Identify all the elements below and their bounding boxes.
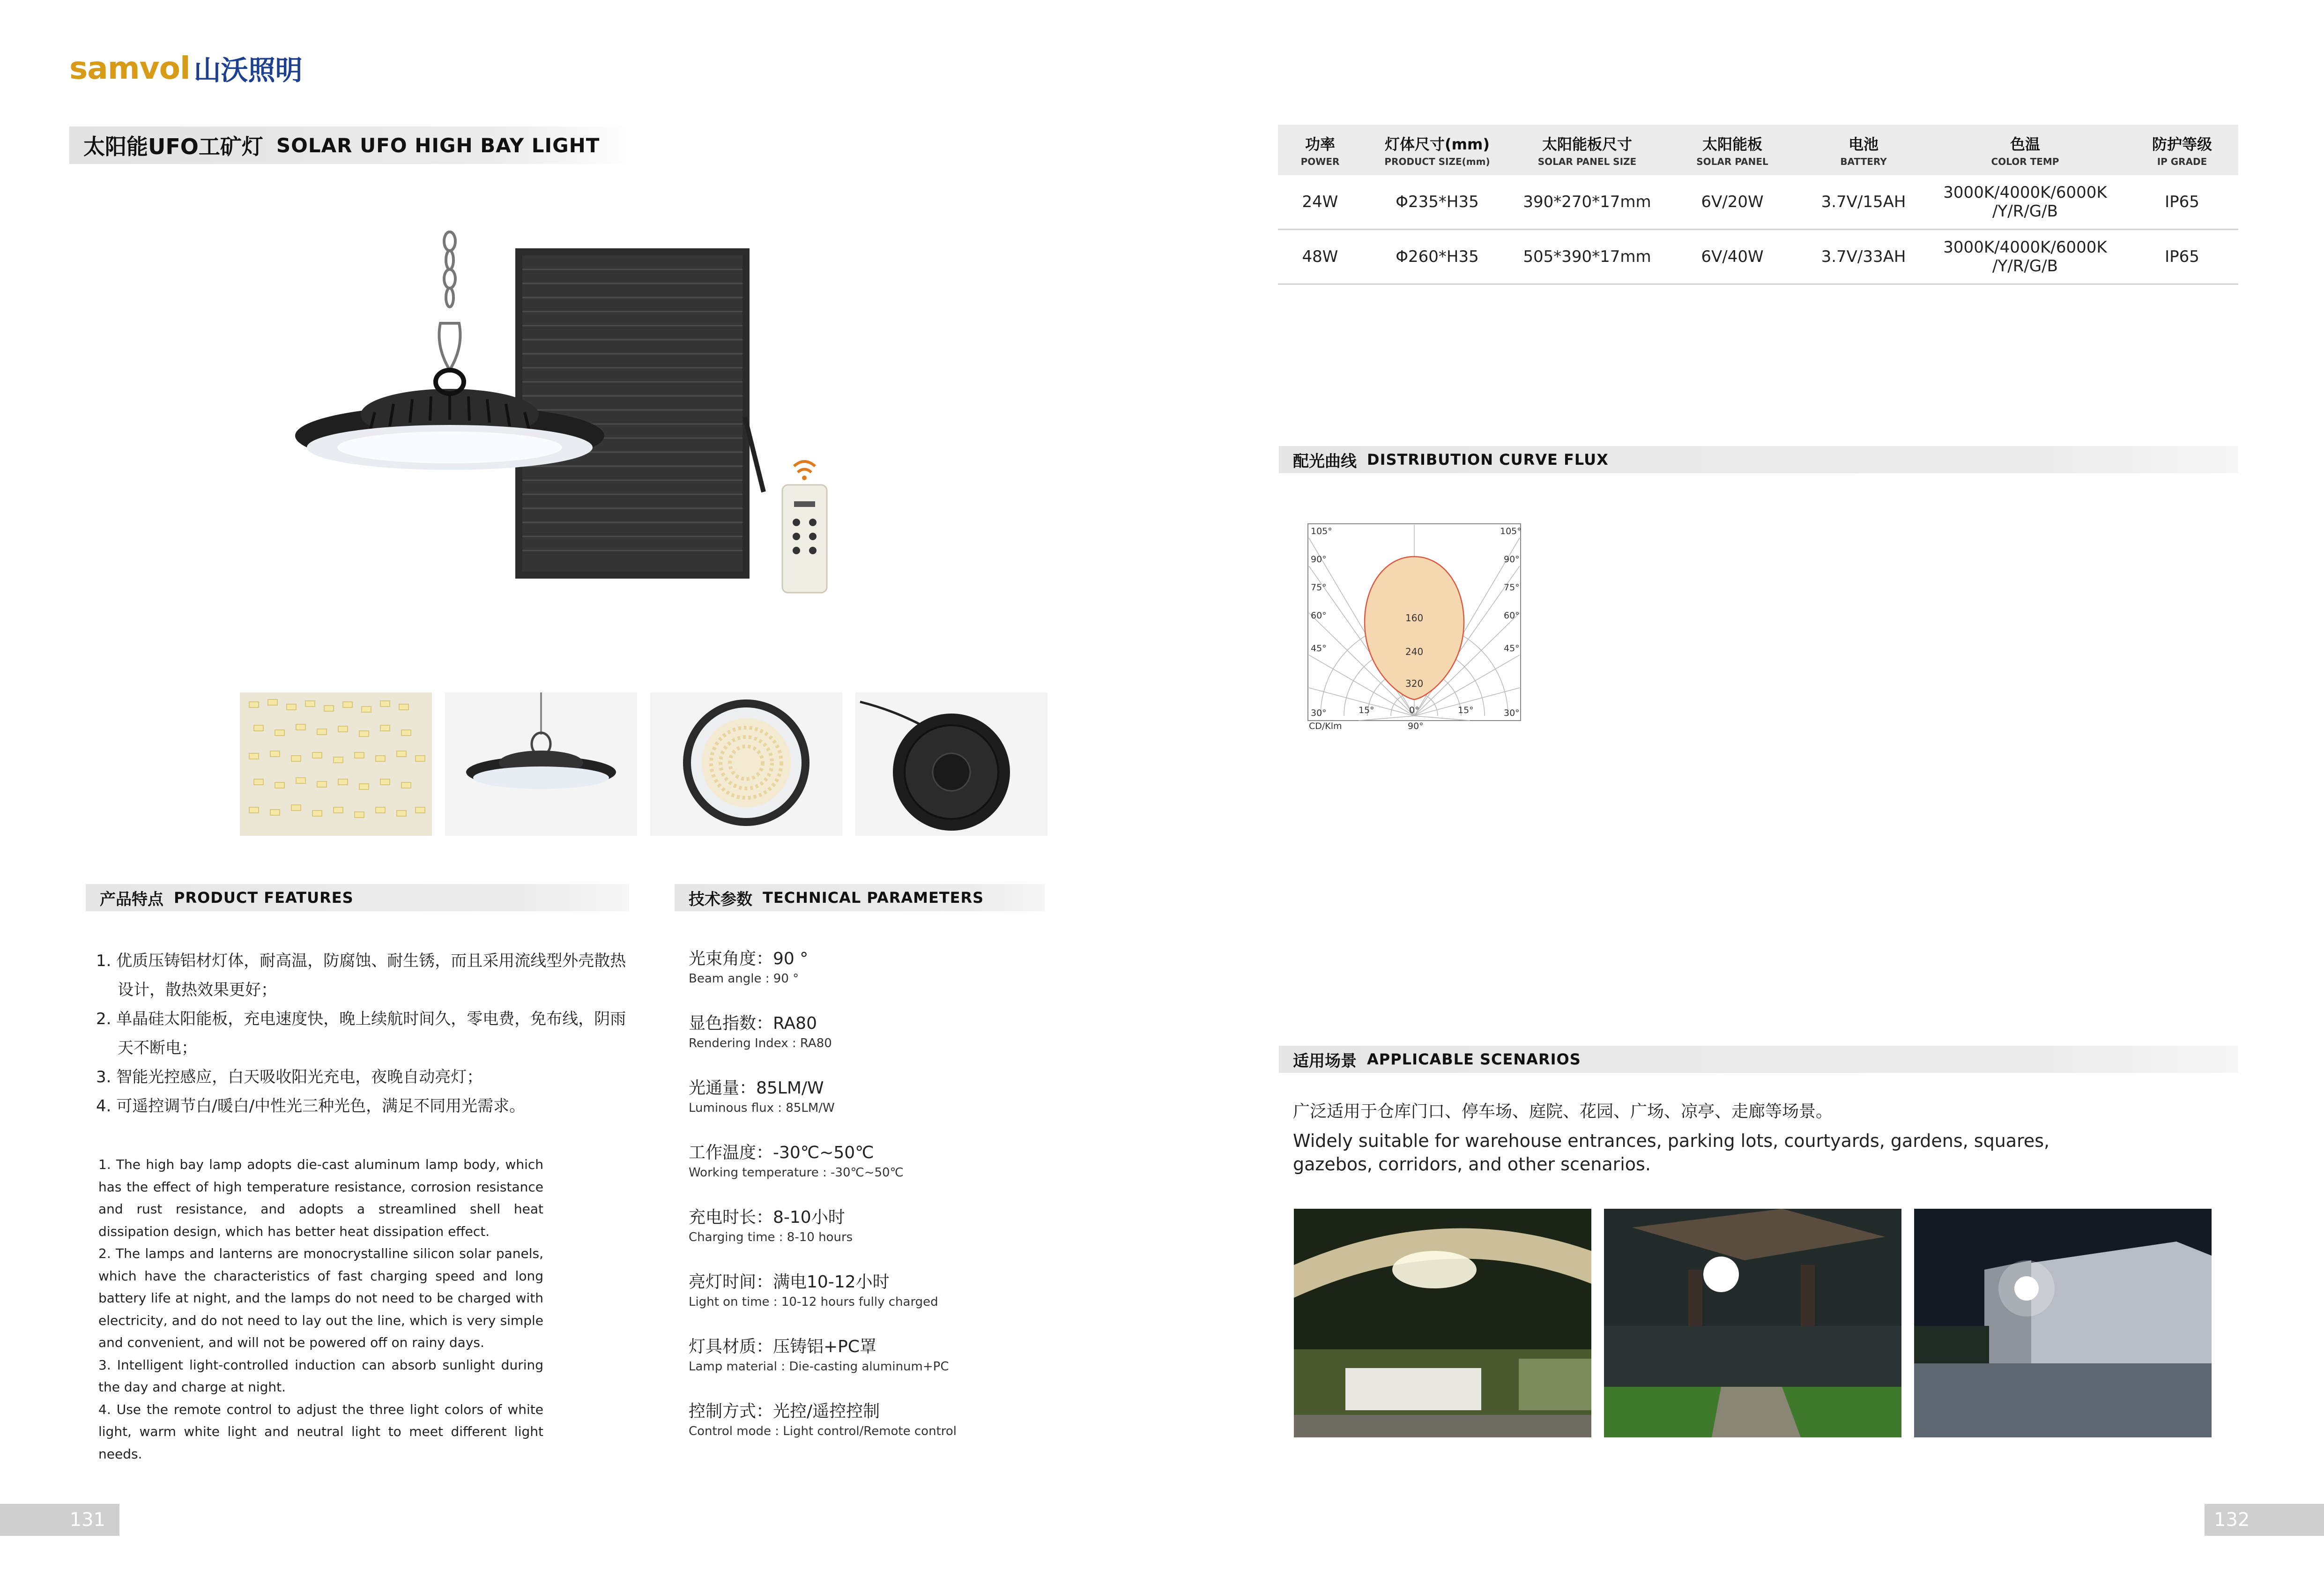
thumb-lamp-front — [650, 692, 842, 836]
table-cell: 390*270*17mm — [1512, 175, 1662, 230]
table-header-cell: 太阳能板尺寸 SOLAR PANEL SIZE — [1512, 125, 1662, 175]
table-header-cell: 太阳能板 SOLAR PANEL — [1662, 125, 1803, 175]
hero-product-image — [281, 230, 843, 604]
logo-latin: samvol — [69, 50, 190, 86]
param-luminous-flux — [689, 1077, 1017, 1116]
scenarios-text-en: Widely suitable for warehouse entrances, parking lots, courtyards, gardens, squares, gazebos, corridors, and other scenarios. — [1293, 1131, 2050, 1175]
angle-label-bottom: 15° — [1458, 705, 1474, 715]
scenario-photo-warehouse — [1914, 1209, 2212, 1437]
param-beam-angle — [689, 947, 1017, 987]
angle-label-right: 60° — [1504, 610, 1520, 621]
param-cn: 光通量：85LM/W — [689, 1079, 824, 1098]
table-cell: 48W — [1278, 230, 1362, 284]
scenarios-section-bar — [1279, 1046, 2238, 1073]
param-en: Beam angle : 90 ° — [689, 972, 799, 986]
param-lamp-material — [689, 1335, 1017, 1375]
page-number-right: 132 — [2205, 1504, 2324, 1536]
spec-table — [1278, 125, 2238, 285]
feature-en-item: 1. The high bay lamp adopts die-cast aluminum lamp body, which has the effect of high temperature resistance, corrosion resistance and rust resistance, and adopts a streamlined shell heat dissipation design, which has better heat dissipation effect. — [98, 1157, 543, 1239]
param-en: Light on time : 10-12 hours fully charged — [689, 1295, 938, 1309]
polar-unit: CD/Klm — [1309, 721, 1342, 731]
ring-label: 320 — [1405, 678, 1424, 689]
param-cn: 灯具材质：压铸铝+PC罩 — [689, 1337, 877, 1356]
ring-label: 160 — [1405, 612, 1424, 624]
table-header-cell: 电池 BATTERY — [1803, 125, 1924, 175]
param-cn: 控制方式：光控/遥控控制 — [689, 1402, 880, 1421]
scenarios-title-cn: 适用场景 — [1293, 1051, 1357, 1071]
thumb-lamp-side — [445, 692, 637, 836]
page-number-left: 131 — [0, 1504, 119, 1536]
feature-cn-item: 3. 智能光控感应，白天吸收阳光充电，夜晚自动亮灯； — [96, 1068, 483, 1086]
angle-label-right: 105° — [1500, 526, 1522, 536]
table-header-cell: 色温 COLOR TEMP — [1924, 125, 2126, 175]
table-cell: 3000K/4000K/6000K /Y/R/G/B — [1924, 175, 2126, 230]
table-header-row — [1278, 125, 2238, 175]
param-charging-time — [689, 1206, 1017, 1245]
table-cell: 24W — [1278, 175, 1362, 230]
param-light-on-time — [689, 1271, 1017, 1310]
polar-distribution-chart — [1302, 519, 1527, 735]
table-cell: 6V/20W — [1662, 175, 1803, 230]
distribution-title-cn: 配光曲线 — [1293, 452, 1357, 471]
table-cell: 3.7V/15AH — [1803, 175, 1924, 230]
angle-label-right: 90° — [1504, 554, 1520, 565]
angle-label-right: 30° — [1504, 708, 1520, 718]
ring-label: 240 — [1405, 646, 1424, 657]
table-cell: Φ260*H35 — [1362, 230, 1512, 284]
scenario-photo-garden — [1294, 1209, 1591, 1437]
product-title-en: SOLAR UFO HIGH BAY LIGHT — [276, 134, 600, 157]
brand-logo — [69, 47, 303, 89]
table-header-cell: 灯体尺寸(mm) PRODUCT SIZE(mm) — [1362, 125, 1512, 175]
logo-cn: 山沃照明 — [193, 54, 303, 86]
table-cell: Φ235*H35 — [1362, 175, 1512, 230]
polar-bottom-center: 90° — [1408, 721, 1424, 731]
param-en: Rendering Index : RA80 — [689, 1036, 832, 1050]
param-control-mode — [689, 1400, 1017, 1439]
feature-en-item: 4. Use the remote control to adjust the three light colors of white light, warm white light and neutral light to meet different light needs. — [98, 1401, 543, 1462]
angle-label-bottom: 15° — [1359, 705, 1374, 715]
tech-title-en: TECHNICAL PARAMETERS — [763, 889, 984, 907]
param-working-temperature — [689, 1141, 1017, 1181]
param-en: Working temperature : -30℃~50℃ — [689, 1166, 904, 1180]
scenarios-text-cn: 广泛适用于仓库门口、停车场、庭院、花园、广场、凉亭、走廊等场景。 — [1293, 1102, 1833, 1121]
table-cell: IP65 — [2126, 230, 2238, 284]
angle-label-left: 30° — [1311, 708, 1327, 718]
table-cell: 3000K/4000K/6000K /Y/R/G/B — [1924, 230, 2126, 284]
features-title-cn: 产品特点 — [100, 890, 163, 909]
angle-label-left: 60° — [1311, 610, 1327, 621]
distribution-section-bar — [1279, 446, 2238, 473]
table-cell: 6V/40W — [1662, 230, 1803, 284]
angle-label-left: 105° — [1311, 526, 1332, 536]
angle-label-right: 75° — [1504, 582, 1520, 593]
param-en: Lamp material : Die-casting aluminum+PC — [689, 1360, 949, 1374]
feature-en-item: 3. Intelligent light-controlled induction can absorb sunlight during the day and charge at night. — [98, 1357, 543, 1395]
table-cell: 3.7V/33AH — [1803, 230, 1924, 284]
angle-label-left: 90° — [1311, 554, 1327, 565]
param-en: Charging time : 8-10 hours — [689, 1230, 853, 1244]
features-en-list — [98, 1153, 543, 1465]
table-row — [1278, 230, 2238, 284]
angle-label-bottom: 0° — [1409, 705, 1419, 715]
param-cn: 亮灯时间：满电10-12小时 — [689, 1272, 890, 1292]
angle-label-left: 45° — [1311, 643, 1327, 654]
features-title-en: PRODUCT FEATURES — [174, 889, 354, 907]
thumb-lamp-back — [855, 692, 1047, 836]
thumb-led-chips — [240, 692, 432, 836]
table-row — [1278, 175, 2238, 230]
param-en: Luminous flux : 85LM/W — [689, 1101, 835, 1115]
param-cn: 工作温度：-30℃~50℃ — [689, 1143, 874, 1162]
param-en: Control mode : Light control/Remote control — [689, 1424, 957, 1438]
feature-cn-item: 1. 优质压铸铝材灯体，耐高温，防腐蚀、耐生锈，而且采用流线型外壳散热设计，散热效果更好； — [96, 952, 626, 999]
feature-cn-item: 2. 单晶硅太阳能板，充电速度快，晚上续航时间久，零电费，免布线，阴雨天不断电； — [96, 1010, 626, 1057]
param-cn: 光束角度：90 ° — [689, 949, 809, 968]
param-cn: 充电时长：8-10小时 — [689, 1208, 845, 1227]
table-cell: IP65 — [2126, 175, 2238, 230]
param-cn: 显色指数：RA80 — [689, 1014, 817, 1033]
angle-label-left: 75° — [1311, 582, 1327, 593]
param-rendering-index — [689, 1012, 1017, 1051]
scenarios-title-en: APPLICABLE SCENARIOS — [1367, 1050, 1581, 1068]
tech-section-bar — [675, 884, 1045, 911]
remote-control — [782, 461, 827, 593]
distribution-title-en: DISTRIBUTION CURVE FLUX — [1367, 451, 1609, 469]
product-title-cn: 太阳能UFO工矿灯 — [83, 134, 263, 159]
table-header-cell: 功率 POWER — [1278, 125, 1362, 175]
table-cell: 505*390*17mm — [1512, 230, 1662, 284]
feature-en-item: 2. The lamps and lanterns are monocrystalline silicon solar panels, which have the characteristics of fast charging speed and long battery life at night, and the lamps do not need to be charged with electricity, and do not need to lay out the line, which is very simple and convenient, and will not be powered off on rainy days. — [98, 1246, 543, 1350]
table-header-cell: 防护等级 IP GRADE — [2126, 125, 2238, 175]
angle-label-right: 45° — [1504, 643, 1520, 654]
tech-title-cn: 技术参数 — [689, 890, 752, 909]
product-title-bar — [69, 126, 636, 164]
features-cn-list — [96, 946, 630, 1121]
feature-cn-item: 4. 可遥控调节白/暖白/中性光三种光色，满足不同用光需求。 — [96, 1097, 526, 1116]
scenario-photo-courtyard — [1604, 1209, 1901, 1437]
features-section-bar — [86, 884, 629, 911]
